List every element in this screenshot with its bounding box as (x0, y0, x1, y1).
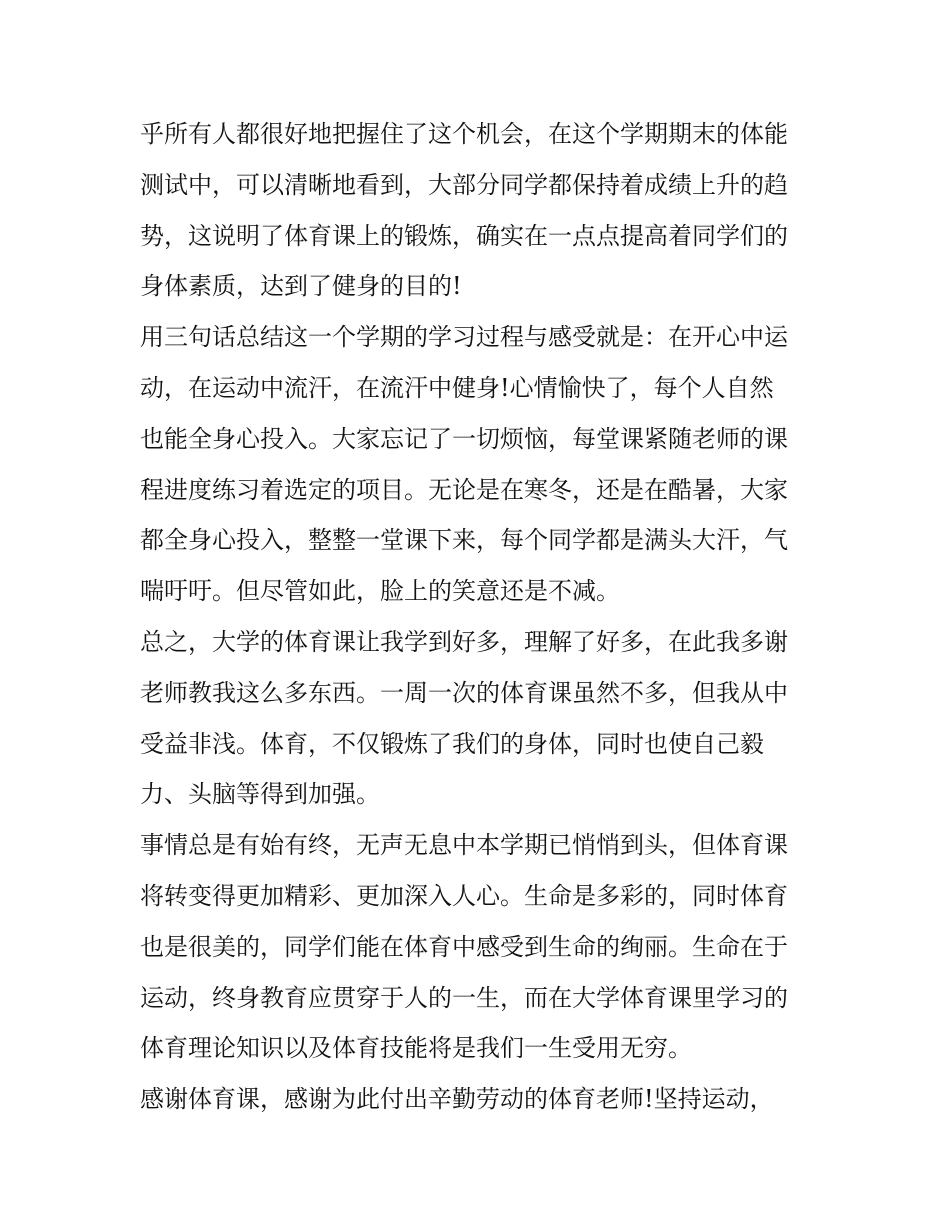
text-line: 动，在运动中流汗，在流汗中健身!心情愉快了，每个人自然 (140, 373, 774, 402)
text-line: 喘吁吁。但尽管如此，脸上的笑意还是不减。 (140, 577, 620, 606)
text-line: 势，这说明了体育课上的锻炼，确实在一点点提高着同学们的 (140, 221, 788, 250)
text-line: 将转变得更加精彩、更加深入人心。生命是多彩的，同时体育 (140, 881, 788, 910)
text-line: 力、头脑等得到加强。 (140, 780, 380, 809)
text-line: 事情总是有始有终，无声无息中本学期已悄悄到头，但体育课 (140, 831, 788, 860)
text-line: 程进度练习着选定的项目。无论是在寒冬，还是在酷暑，大家 (140, 475, 788, 504)
text-line: 用三句话总结这一个学期的学习过程与感受就是：在开心中运 (140, 323, 788, 352)
text-line: 也是很美的，同学们能在体育中感受到生命的绚丽。生命在于 (140, 932, 788, 961)
text-line: 身体素质，达到了健身的目的! (140, 272, 462, 301)
text-line: 乎所有人都很好地把握住了这个机会，在这个学期期末的体能 (140, 120, 788, 148)
text-line: 老师教我这么多东西。一周一次的体育课虽然不多，但我从中 (140, 678, 788, 707)
text-line: 感谢体育课，感谢为此付出辛勤劳动的体育老师!坚持运动， (140, 1085, 774, 1114)
text-line: 都全身心投入，整整一堂课下来，每个同学都是满头大汗，气 (140, 526, 788, 555)
text-line: 体育理论知识以及体育技能将是我们一生受用无穷。 (140, 1034, 692, 1063)
document-body (140, 109, 820, 1125)
text-line: 也能全身心投入。大家忘记了一切烦恼，每堂课紧随老师的课 (140, 424, 788, 453)
text-line: 测试中，可以清晰地看到，大部分同学都保持着成绩上升的趋 (140, 170, 788, 199)
text-line: 运动，终身教育应贯穿于人的一生，而在大学体育课里学习的 (140, 983, 788, 1012)
text-line: 总之，大学的体育课让我学到好多，理解了好多，在此我多谢 (140, 627, 788, 656)
text-line: 受益非浅。体育，不仅锻炼了我们的身体，同时也使自己毅 (140, 729, 764, 758)
